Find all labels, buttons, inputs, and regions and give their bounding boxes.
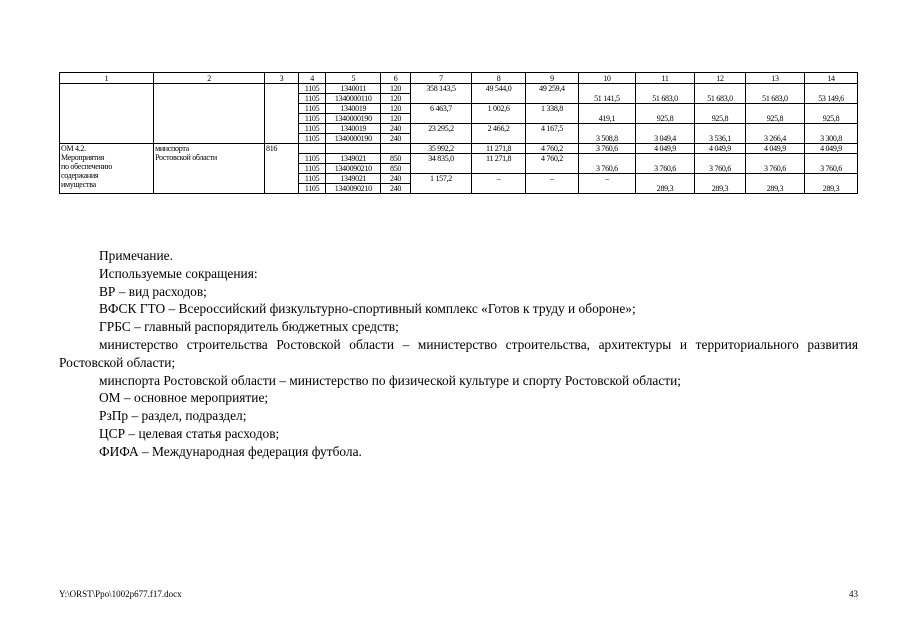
value-cell: 3 266,4 bbox=[745, 124, 804, 144]
note-line: министерство строительства Ростовской области – министерство строительства, архитектуры и территориального развития Ростовской области; bbox=[59, 336, 858, 370]
rzpr-cell: 1105 bbox=[298, 104, 325, 114]
column-header: 13 bbox=[745, 73, 804, 84]
total-cell: 4 760,2 bbox=[526, 144, 579, 154]
total-cell: 11 271,8 bbox=[472, 144, 526, 154]
csr-cell: 1349021 bbox=[326, 154, 381, 164]
value-cell: 925,8 bbox=[745, 104, 804, 124]
rzpr-cell bbox=[298, 144, 325, 154]
value-cell: – bbox=[526, 174, 579, 194]
value-cell: 3 760,6 bbox=[635, 154, 694, 174]
om-line: ОМ 4.2. bbox=[61, 144, 86, 153]
value-cell: 1 338,8 bbox=[526, 104, 579, 124]
budget-table-wrapper bbox=[59, 72, 858, 194]
value-cell: – bbox=[578, 174, 635, 194]
om-cell bbox=[60, 144, 154, 194]
note-line: ФИФА – Международная федерация футбола. bbox=[99, 443, 362, 459]
grbs-cell bbox=[154, 144, 265, 194]
value-cell: 6 463,7 bbox=[410, 104, 471, 124]
om-line: имущества bbox=[61, 180, 96, 189]
csr-cell: 1340000190 bbox=[326, 134, 381, 144]
csr-cell: 1340090210 bbox=[326, 164, 381, 174]
note-line: ЦСР – целевая статья расходов; bbox=[99, 425, 280, 441]
value-cell: 3 508,8 bbox=[578, 124, 635, 144]
column-header: 10 bbox=[578, 73, 635, 84]
value-cell: – bbox=[472, 174, 526, 194]
vr-cell: 120 bbox=[381, 94, 411, 104]
grbs-line: минспорта bbox=[155, 144, 189, 153]
value-cell: 925,8 bbox=[635, 104, 694, 124]
value-cell: 51 683,0 bbox=[695, 84, 746, 104]
column-header: 4 bbox=[298, 73, 325, 84]
grbs-line: Ростовской области bbox=[155, 153, 217, 162]
column-header: 6 bbox=[381, 73, 411, 84]
note-line: Используемые сокращения: bbox=[99, 265, 258, 281]
value-cell: 51 683,0 bbox=[635, 84, 694, 104]
note-title: Примечание. bbox=[99, 248, 173, 263]
code-cell: 816 bbox=[265, 144, 299, 194]
csr-cell bbox=[326, 144, 381, 154]
note-line: ОМ – основное мероприятие; bbox=[99, 390, 269, 406]
column-header: 11 bbox=[635, 73, 694, 84]
footer-page-number: 43 bbox=[849, 589, 858, 599]
value-cell: 23 295,2 bbox=[410, 124, 471, 144]
rzpr-cell: 1105 bbox=[298, 124, 325, 134]
value-cell: 51 683,0 bbox=[745, 84, 804, 104]
csr-cell: 1340090210 bbox=[326, 184, 381, 194]
grbs-cell-empty bbox=[154, 84, 265, 144]
vr-cell: 850 bbox=[381, 164, 411, 174]
rzpr-cell: 1105 bbox=[298, 134, 325, 144]
column-header: 1 bbox=[60, 73, 154, 84]
vr-cell: 120 bbox=[381, 84, 411, 94]
vr-cell: 120 bbox=[381, 104, 411, 114]
value-cell: 49 544,0 bbox=[472, 84, 526, 104]
note-line: РзПр – раздел, подраздел; bbox=[99, 408, 247, 424]
column-header: 12 bbox=[695, 73, 746, 84]
rzpr-cell: 1105 bbox=[298, 164, 325, 174]
column-header: 14 bbox=[805, 73, 858, 84]
vr-cell: 240 bbox=[381, 134, 411, 144]
om-line: по обеспечению bbox=[61, 162, 113, 171]
vr-cell bbox=[381, 144, 411, 154]
value-cell: 49 259,4 bbox=[526, 84, 579, 104]
column-header: 3 bbox=[265, 73, 299, 84]
vr-cell: 240 bbox=[381, 124, 411, 134]
value-cell: 3 760,6 bbox=[695, 154, 746, 174]
value-cell: 925,8 bbox=[695, 104, 746, 124]
column-header: 7 bbox=[410, 73, 471, 84]
vr-cell: 850 bbox=[381, 154, 411, 164]
value-cell: 1 002,6 bbox=[472, 104, 526, 124]
om-line: содержания bbox=[61, 171, 99, 180]
om-line: Мероприятия bbox=[61, 153, 104, 162]
note-line: ВФСК ГТО – Всероссийский физкультурно-спортивный комплекс «Готов к труду и обороне»; bbox=[99, 301, 636, 317]
column-header: 2 bbox=[154, 73, 265, 84]
footer-file-path: Y:\ORST\Ppo\1002p677.f17.docx bbox=[59, 589, 182, 599]
value-cell: 419,1 bbox=[578, 104, 635, 124]
value-cell: 3 760,6 bbox=[745, 154, 804, 174]
vr-cell: 240 bbox=[381, 184, 411, 194]
column-header: 5 bbox=[326, 73, 381, 84]
csr-cell: 1340000110 bbox=[326, 94, 381, 104]
rzpr-cell: 1105 bbox=[298, 154, 325, 164]
total-cell: 4 049,9 bbox=[745, 144, 804, 154]
value-cell: 2 466,2 bbox=[472, 124, 526, 144]
csr-cell: 1340011 bbox=[326, 84, 381, 94]
value-cell: 1 157,2 bbox=[410, 174, 471, 194]
value-cell: 3 760,6 bbox=[578, 154, 635, 174]
vr-cell: 120 bbox=[381, 114, 411, 124]
budget-table bbox=[59, 72, 858, 194]
csr-cell: 1340019 bbox=[326, 124, 381, 134]
note-line: ВР – вид расходов; bbox=[99, 283, 207, 299]
value-cell: 289,3 bbox=[635, 174, 694, 194]
table-row bbox=[60, 84, 858, 94]
rzpr-cell: 1105 bbox=[298, 84, 325, 94]
total-cell: 35 992,2 bbox=[410, 144, 471, 154]
table-row bbox=[60, 144, 858, 154]
note-line: минспорта Ростовской области – министерство по физической культуре и спорту Ростовской области; bbox=[99, 372, 682, 388]
value-cell: 51 141,5 bbox=[578, 84, 635, 104]
value-cell: 3 760,6 bbox=[805, 154, 858, 174]
table-header-row bbox=[60, 73, 858, 84]
vr-cell: 240 bbox=[381, 174, 411, 184]
value-cell: 34 835,0 bbox=[410, 154, 471, 174]
csr-cell: 1340019 bbox=[326, 104, 381, 114]
rzpr-cell: 1105 bbox=[298, 174, 325, 184]
total-cell: 3 760,6 bbox=[578, 144, 635, 154]
value-cell: 3 049,4 bbox=[635, 124, 694, 144]
rzpr-cell: 1105 bbox=[298, 114, 325, 124]
rzpr-cell: 1105 bbox=[298, 94, 325, 104]
csr-cell: 1340000190 bbox=[326, 114, 381, 124]
column-header: 8 bbox=[472, 73, 526, 84]
value-cell: 358 143,5 bbox=[410, 84, 471, 104]
value-cell: 289,3 bbox=[805, 174, 858, 194]
value-cell: 4 760,2 bbox=[526, 154, 579, 174]
csr-cell: 1349021 bbox=[326, 174, 381, 184]
value-cell: 289,3 bbox=[695, 174, 746, 194]
note-line: ГРБС – главный распорядитель бюджетных средств; bbox=[99, 319, 399, 335]
total-cell: 4 049,9 bbox=[635, 144, 694, 154]
total-cell: 4 049,9 bbox=[695, 144, 746, 154]
rzpr-cell: 1105 bbox=[298, 184, 325, 194]
value-cell: 11 271,8 bbox=[472, 154, 526, 174]
column-header: 9 bbox=[526, 73, 579, 84]
code-cell-empty bbox=[265, 84, 299, 144]
value-cell: 3 300,8 bbox=[805, 124, 858, 144]
value-cell: 289,3 bbox=[745, 174, 804, 194]
notes-section bbox=[59, 247, 858, 461]
om-cell-empty bbox=[60, 84, 154, 144]
value-cell: 53 149,6 bbox=[805, 84, 858, 104]
value-cell: 925,8 bbox=[805, 104, 858, 124]
value-cell: 3 536,1 bbox=[695, 124, 746, 144]
total-cell: 4 049,9 bbox=[805, 144, 858, 154]
value-cell: 4 167,5 bbox=[526, 124, 579, 144]
